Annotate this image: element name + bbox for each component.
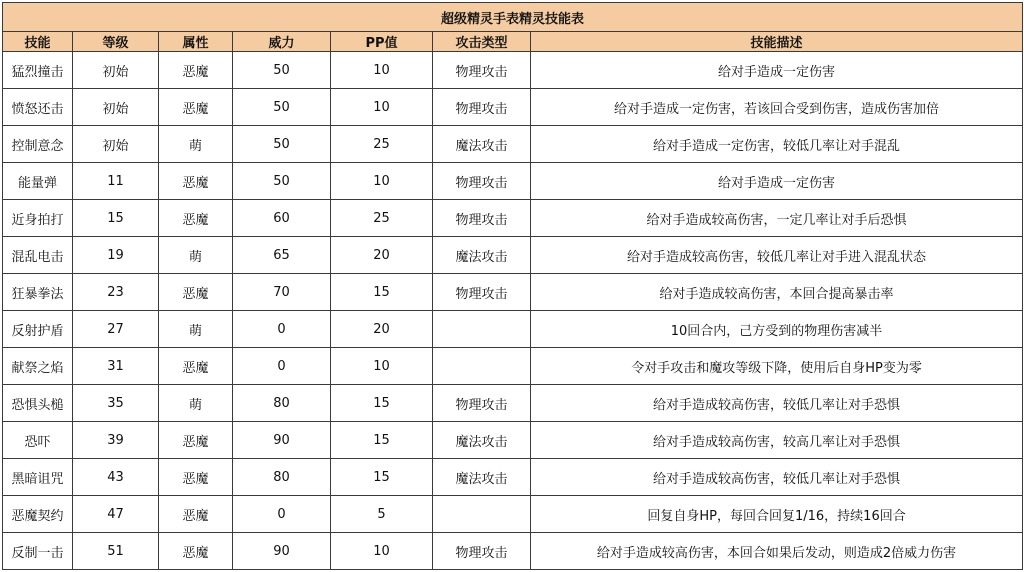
cell-pp: 15 bbox=[331, 385, 433, 422]
cell-skill: 控制意念 bbox=[3, 126, 73, 163]
cell-skill: 恐吓 bbox=[3, 422, 73, 459]
cell-description: 给对手造成一定伤害 bbox=[531, 163, 1023, 200]
cell-attack-type bbox=[433, 348, 531, 385]
cell-level: 初始 bbox=[73, 52, 159, 89]
cell-skill: 恶魔契约 bbox=[3, 496, 73, 533]
cell-level: 初始 bbox=[73, 126, 159, 163]
cell-power: 80 bbox=[233, 459, 331, 496]
cell-pp: 10 bbox=[331, 89, 433, 126]
cell-power: 50 bbox=[233, 126, 331, 163]
cell-power: 70 bbox=[233, 274, 331, 311]
cell-attribute: 恶魔 bbox=[159, 163, 233, 200]
cell-attribute: 恶魔 bbox=[159, 52, 233, 89]
cell-pp: 20 bbox=[331, 237, 433, 274]
cell-power: 90 bbox=[233, 533, 331, 570]
cell-attack-type: 物理攻击 bbox=[433, 200, 531, 237]
cell-description: 给对手造成较高伤害，较低几率让对手恐惧 bbox=[531, 459, 1023, 496]
cell-skill: 黑暗诅咒 bbox=[3, 459, 73, 496]
cell-skill: 近身拍打 bbox=[3, 200, 73, 237]
skill-table-container bbox=[2, 2, 1022, 570]
cell-attack-type: 物理攻击 bbox=[433, 385, 531, 422]
cell-skill: 能量弹 bbox=[3, 163, 73, 200]
cell-skill: 愤怒还击 bbox=[3, 89, 73, 126]
cell-level: 初始 bbox=[73, 89, 159, 126]
cell-description: 令对手攻击和魔攻等级下降，使用后自身HP变为零 bbox=[531, 348, 1023, 385]
cell-description: 给对手造成较高伤害，较低几率让对手恐惧 bbox=[531, 385, 1023, 422]
table-row bbox=[3, 459, 1023, 496]
cell-attribute: 恶魔 bbox=[159, 200, 233, 237]
table-row bbox=[3, 89, 1023, 126]
cell-level: 23 bbox=[73, 274, 159, 311]
cell-skill: 混乱电击 bbox=[3, 237, 73, 274]
cell-pp: 5 bbox=[331, 496, 433, 533]
cell-attribute: 恶魔 bbox=[159, 89, 233, 126]
cell-power: 0 bbox=[233, 311, 331, 348]
table-row bbox=[3, 126, 1023, 163]
cell-level: 39 bbox=[73, 422, 159, 459]
table-row bbox=[3, 311, 1023, 348]
cell-attribute: 恶魔 bbox=[159, 422, 233, 459]
cell-attribute: 萌 bbox=[159, 385, 233, 422]
table-row bbox=[3, 163, 1023, 200]
cell-level: 19 bbox=[73, 237, 159, 274]
cell-attribute: 恶魔 bbox=[159, 274, 233, 311]
skill-table bbox=[2, 2, 1023, 570]
cell-description: 给对手造成较高伤害，较高几率让对手恐惧 bbox=[531, 422, 1023, 459]
cell-level: 47 bbox=[73, 496, 159, 533]
cell-power: 0 bbox=[233, 348, 331, 385]
table-row bbox=[3, 422, 1023, 459]
cell-level: 11 bbox=[73, 163, 159, 200]
cell-attack-type: 魔法攻击 bbox=[433, 126, 531, 163]
cell-power: 60 bbox=[233, 200, 331, 237]
cell-pp: 10 bbox=[331, 348, 433, 385]
table-row bbox=[3, 348, 1023, 385]
cell-attack-type: 魔法攻击 bbox=[433, 459, 531, 496]
header-skill: 技能 bbox=[3, 32, 73, 52]
cell-level: 35 bbox=[73, 385, 159, 422]
cell-description: 给对手造成一定伤害，若该回合受到伤害，造成伤害加倍 bbox=[531, 89, 1023, 126]
cell-pp: 15 bbox=[331, 274, 433, 311]
cell-description: 给对手造成较高伤害，较低几率让对手进入混乱状态 bbox=[531, 237, 1023, 274]
cell-power: 50 bbox=[233, 89, 331, 126]
cell-attack-type: 物理攻击 bbox=[433, 163, 531, 200]
cell-pp: 20 bbox=[331, 311, 433, 348]
cell-skill: 狂暴拳法 bbox=[3, 274, 73, 311]
cell-pp: 25 bbox=[331, 200, 433, 237]
table-row bbox=[3, 200, 1023, 237]
header-power: 威力 bbox=[233, 32, 331, 52]
cell-description: 回复自身HP，每回合回复1/16，持续16回合 bbox=[531, 496, 1023, 533]
table-row bbox=[3, 52, 1023, 89]
header-attack-type: 攻击类型 bbox=[433, 32, 531, 52]
cell-pp: 15 bbox=[331, 459, 433, 496]
cell-attack-type bbox=[433, 311, 531, 348]
table-row bbox=[3, 237, 1023, 274]
cell-description: 给对手造成较高伤害，本回合提高暴击率 bbox=[531, 274, 1023, 311]
cell-pp: 25 bbox=[331, 126, 433, 163]
table-row bbox=[3, 274, 1023, 311]
cell-skill: 反射护盾 bbox=[3, 311, 73, 348]
table-title: 超级精灵手表精灵技能表 bbox=[3, 3, 1023, 32]
cell-skill: 恐惧头槌 bbox=[3, 385, 73, 422]
cell-attack-type: 魔法攻击 bbox=[433, 237, 531, 274]
cell-description: 给对手造成较高伤害，本回合如果后发动，则造成2倍威力伤害 bbox=[531, 533, 1023, 570]
cell-attribute: 萌 bbox=[159, 237, 233, 274]
cell-attribute: 萌 bbox=[159, 311, 233, 348]
cell-power: 0 bbox=[233, 496, 331, 533]
cell-pp: 10 bbox=[331, 163, 433, 200]
table-row bbox=[3, 385, 1023, 422]
cell-skill: 献祭之焰 bbox=[3, 348, 73, 385]
cell-power: 50 bbox=[233, 52, 331, 89]
cell-power: 65 bbox=[233, 237, 331, 274]
cell-power: 80 bbox=[233, 385, 331, 422]
cell-skill: 反制一击 bbox=[3, 533, 73, 570]
cell-level: 15 bbox=[73, 200, 159, 237]
cell-skill: 猛烈撞击 bbox=[3, 52, 73, 89]
cell-description: 给对手造成较高伤害，一定几率让对手后恐惧 bbox=[531, 200, 1023, 237]
cell-description: 给对手造成一定伤害 bbox=[531, 52, 1023, 89]
cell-attribute: 恶魔 bbox=[159, 459, 233, 496]
cell-attribute: 恶魔 bbox=[159, 533, 233, 570]
cell-attack-type: 魔法攻击 bbox=[433, 422, 531, 459]
cell-attribute: 恶魔 bbox=[159, 496, 233, 533]
cell-attack-type: 物理攻击 bbox=[433, 533, 531, 570]
table-header-row bbox=[3, 32, 1023, 52]
header-pp: PP值 bbox=[331, 32, 433, 52]
cell-power: 50 bbox=[233, 163, 331, 200]
cell-pp: 15 bbox=[331, 422, 433, 459]
header-attribute: 属性 bbox=[159, 32, 233, 52]
cell-level: 31 bbox=[73, 348, 159, 385]
cell-level: 51 bbox=[73, 533, 159, 570]
cell-attack-type: 物理攻击 bbox=[433, 89, 531, 126]
table-body bbox=[3, 52, 1023, 570]
cell-power: 90 bbox=[233, 422, 331, 459]
header-description: 技能描述 bbox=[531, 32, 1023, 52]
cell-attribute: 恶魔 bbox=[159, 348, 233, 385]
cell-attack-type: 物理攻击 bbox=[433, 52, 531, 89]
table-row bbox=[3, 533, 1023, 570]
cell-description: 给对手造成一定伤害，较低几率让对手混乱 bbox=[531, 126, 1023, 163]
cell-description: 10回合内，己方受到的物理伤害减半 bbox=[531, 311, 1023, 348]
table-title-row bbox=[3, 3, 1023, 32]
cell-pp: 10 bbox=[331, 533, 433, 570]
cell-attack-type: 物理攻击 bbox=[433, 274, 531, 311]
cell-level: 27 bbox=[73, 311, 159, 348]
cell-attack-type bbox=[433, 496, 531, 533]
header-level: 等级 bbox=[73, 32, 159, 52]
cell-pp: 10 bbox=[331, 52, 433, 89]
table-row bbox=[3, 496, 1023, 533]
cell-attribute: 萌 bbox=[159, 126, 233, 163]
cell-level: 43 bbox=[73, 459, 159, 496]
